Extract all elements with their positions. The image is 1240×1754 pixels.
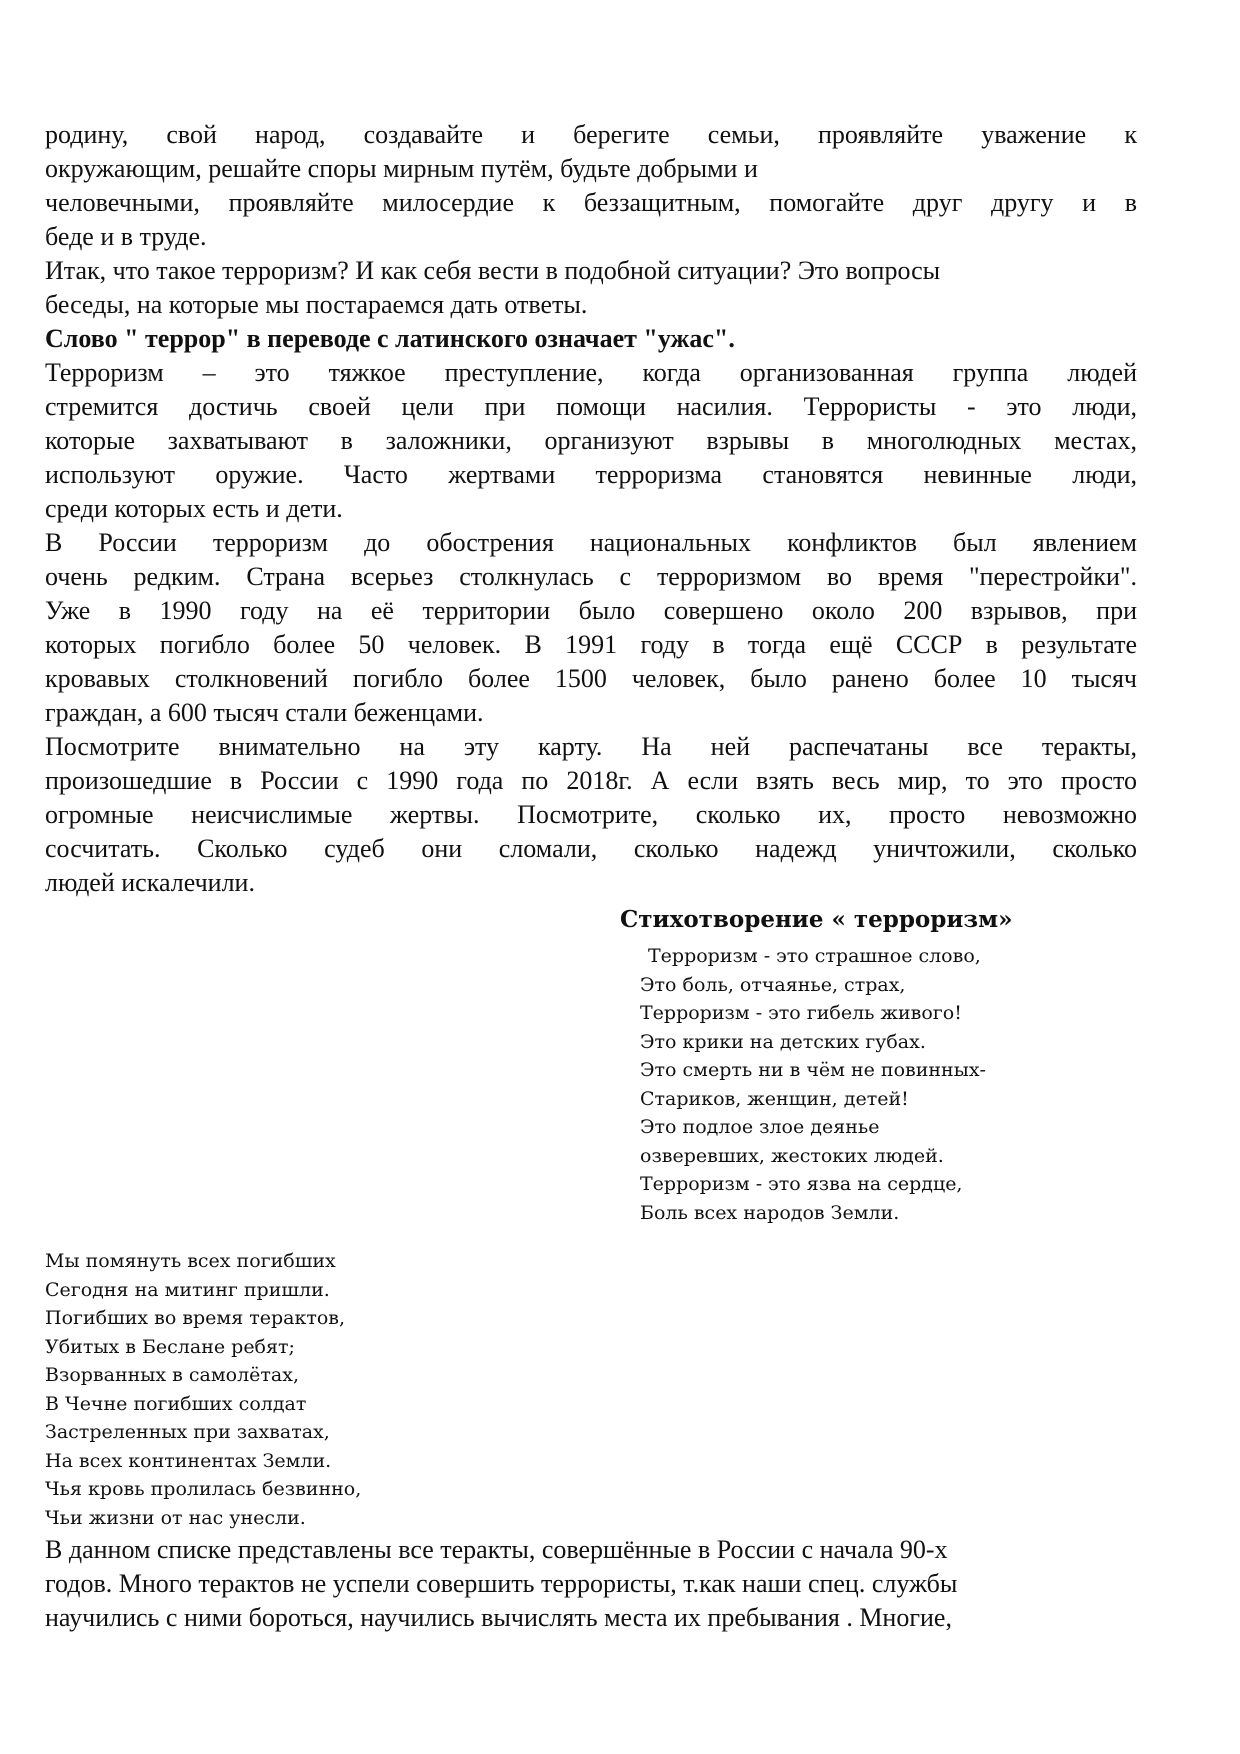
paragraph-list-intro — [45, 1533, 1137, 1635]
text-line: произошедшие в России с 1990 года по 2018г. А если взять весь мир, то это просто — [45, 766, 1137, 795]
definition-heading — [45, 322, 1137, 356]
main-text-block — [45, 118, 1137, 900]
paragraph-questions — [45, 254, 1137, 322]
poem-line: Терроризм - это гибель живого! — [640, 1002, 962, 1024]
poem-remembrance — [45, 1247, 361, 1532]
poem-line: Терроризм - это страшное слово, — [648, 945, 981, 967]
poem-line: Застреленных при захватах, — [45, 1421, 330, 1443]
text-line: среди которых есть и дети. — [45, 494, 343, 523]
text-line: которых погибло более 50 человек. В 1991 году в тогда ещё СССР в результате — [45, 630, 1137, 659]
text-line: Терроризм – это тяжкое преступление, когда организованная группа людей — [45, 358, 1137, 387]
poem-line: Это подлое злое деянье — [640, 1116, 880, 1138]
poem-line: Это боль, отчаянье, страх, — [640, 973, 906, 996]
text-line: годов. Много терактов не успели совершить террористы, т.как наши спец. службы — [45, 1569, 958, 1598]
text-line: научились с ними бороться, научились вычислять места их пребывания . Многие, — [45, 1603, 952, 1632]
text-line: используют оружие. Часто жертвами терроризма становятся невинные люди, — [45, 460, 1137, 489]
poem-line: На всех континентах Земли. — [45, 1449, 332, 1472]
text-line: кровавых столкновений погибло более 1500 человек, было ранено более 10 тысяч — [45, 664, 1137, 693]
text-line: В данном списке представлены все теракты, совершённые в России с начала 90-х — [45, 1535, 948, 1564]
text-line: беде и в труде. — [45, 222, 207, 251]
poem-line: Мы помянуть всех погибших — [45, 1250, 336, 1272]
poem-line: Чья кровь пролилась безвинно, — [45, 1478, 362, 1500]
paragraph-terrorism-definition — [45, 356, 1137, 526]
heading-line: Слово " террор" в переводе с латинского означает "ужас". — [45, 324, 735, 353]
poem-line: озверевших, жестоких людей. — [640, 1144, 944, 1167]
text-line: которые захватывают в заложники, организуют взрывы в многолюдных местах, — [45, 426, 1137, 455]
poem-line: Чьи жизни от нас унесли. — [45, 1506, 306, 1529]
text-line: родину, свой народ, создавайте и берегите семьи, проявляйте уважение к — [45, 120, 1137, 149]
poem-terrorism — [640, 942, 986, 1227]
poem-line: В Чечне погибших солдат — [45, 1392, 307, 1415]
text-line: стремится достичь своей цели при помощи насилия. Террористы - это люди, — [45, 392, 1137, 421]
poem-line: Это смерть ни в чём не повинных- — [640, 1059, 986, 1081]
text-line: Итак, что такое терроризм? И как себя вести в подобной ситуации? Это вопросы — [45, 256, 941, 285]
bottom-text-block — [45, 1533, 1137, 1635]
poem-line: Боль всех народов Земли. — [640, 1201, 900, 1224]
poem-line: Сегодня на митинг пришли. — [45, 1278, 330, 1301]
text-line: окружающим, решайте споры мирным путём, будьте добрыми и — [45, 154, 758, 183]
poem-line: Терроризм - это язва на сердце, — [640, 1173, 963, 1195]
text-line: людей искалечили. — [45, 868, 255, 897]
poem-line: Стариков, женщин, детей! — [640, 1087, 909, 1110]
paragraph-intro-continued — [45, 118, 1137, 254]
text-line: беседы, на которые мы постараемся дать ответы. — [45, 290, 588, 319]
poem-title: Стихотворение « терроризм» — [620, 906, 1013, 933]
text-line: сосчитать. Сколько судеб они сломали, сколько надежд уничтожили, сколько — [45, 834, 1137, 863]
paragraph-map-note — [45, 730, 1137, 900]
text-line: огромные неисчислимые жертвы. Посмотрите, сколько их, просто невозможно — [45, 800, 1137, 829]
paragraph-russia-history — [45, 526, 1137, 730]
text-line: человечными, проявляйте милосердие к беззащитным, помогайте друг другу и в — [45, 188, 1137, 217]
poem-line: Взорванных в самолётах, — [45, 1364, 299, 1386]
poem-line: Погибших во время терактов, — [45, 1307, 346, 1329]
text-line: очень редким. Страна всерьез столкнулась с терроризмом во время "перестройки". — [45, 562, 1137, 591]
text-line: Посмотрите внимательно на эту карту. На ней распечатаны все теракты, — [45, 732, 1137, 761]
text-line: В России терроризм до обострения национальных конфликтов был явлением — [45, 528, 1137, 557]
text-line: Уже в 1990 году на её территории было совершено около 200 взрывов, при — [45, 596, 1137, 625]
poem-line: Убитых в Беслане ребят; — [45, 1335, 295, 1358]
poem-line: Это крики на детских губах. — [640, 1030, 926, 1053]
text-line: граждан, а 600 тысяч стали беженцами. — [45, 698, 484, 727]
